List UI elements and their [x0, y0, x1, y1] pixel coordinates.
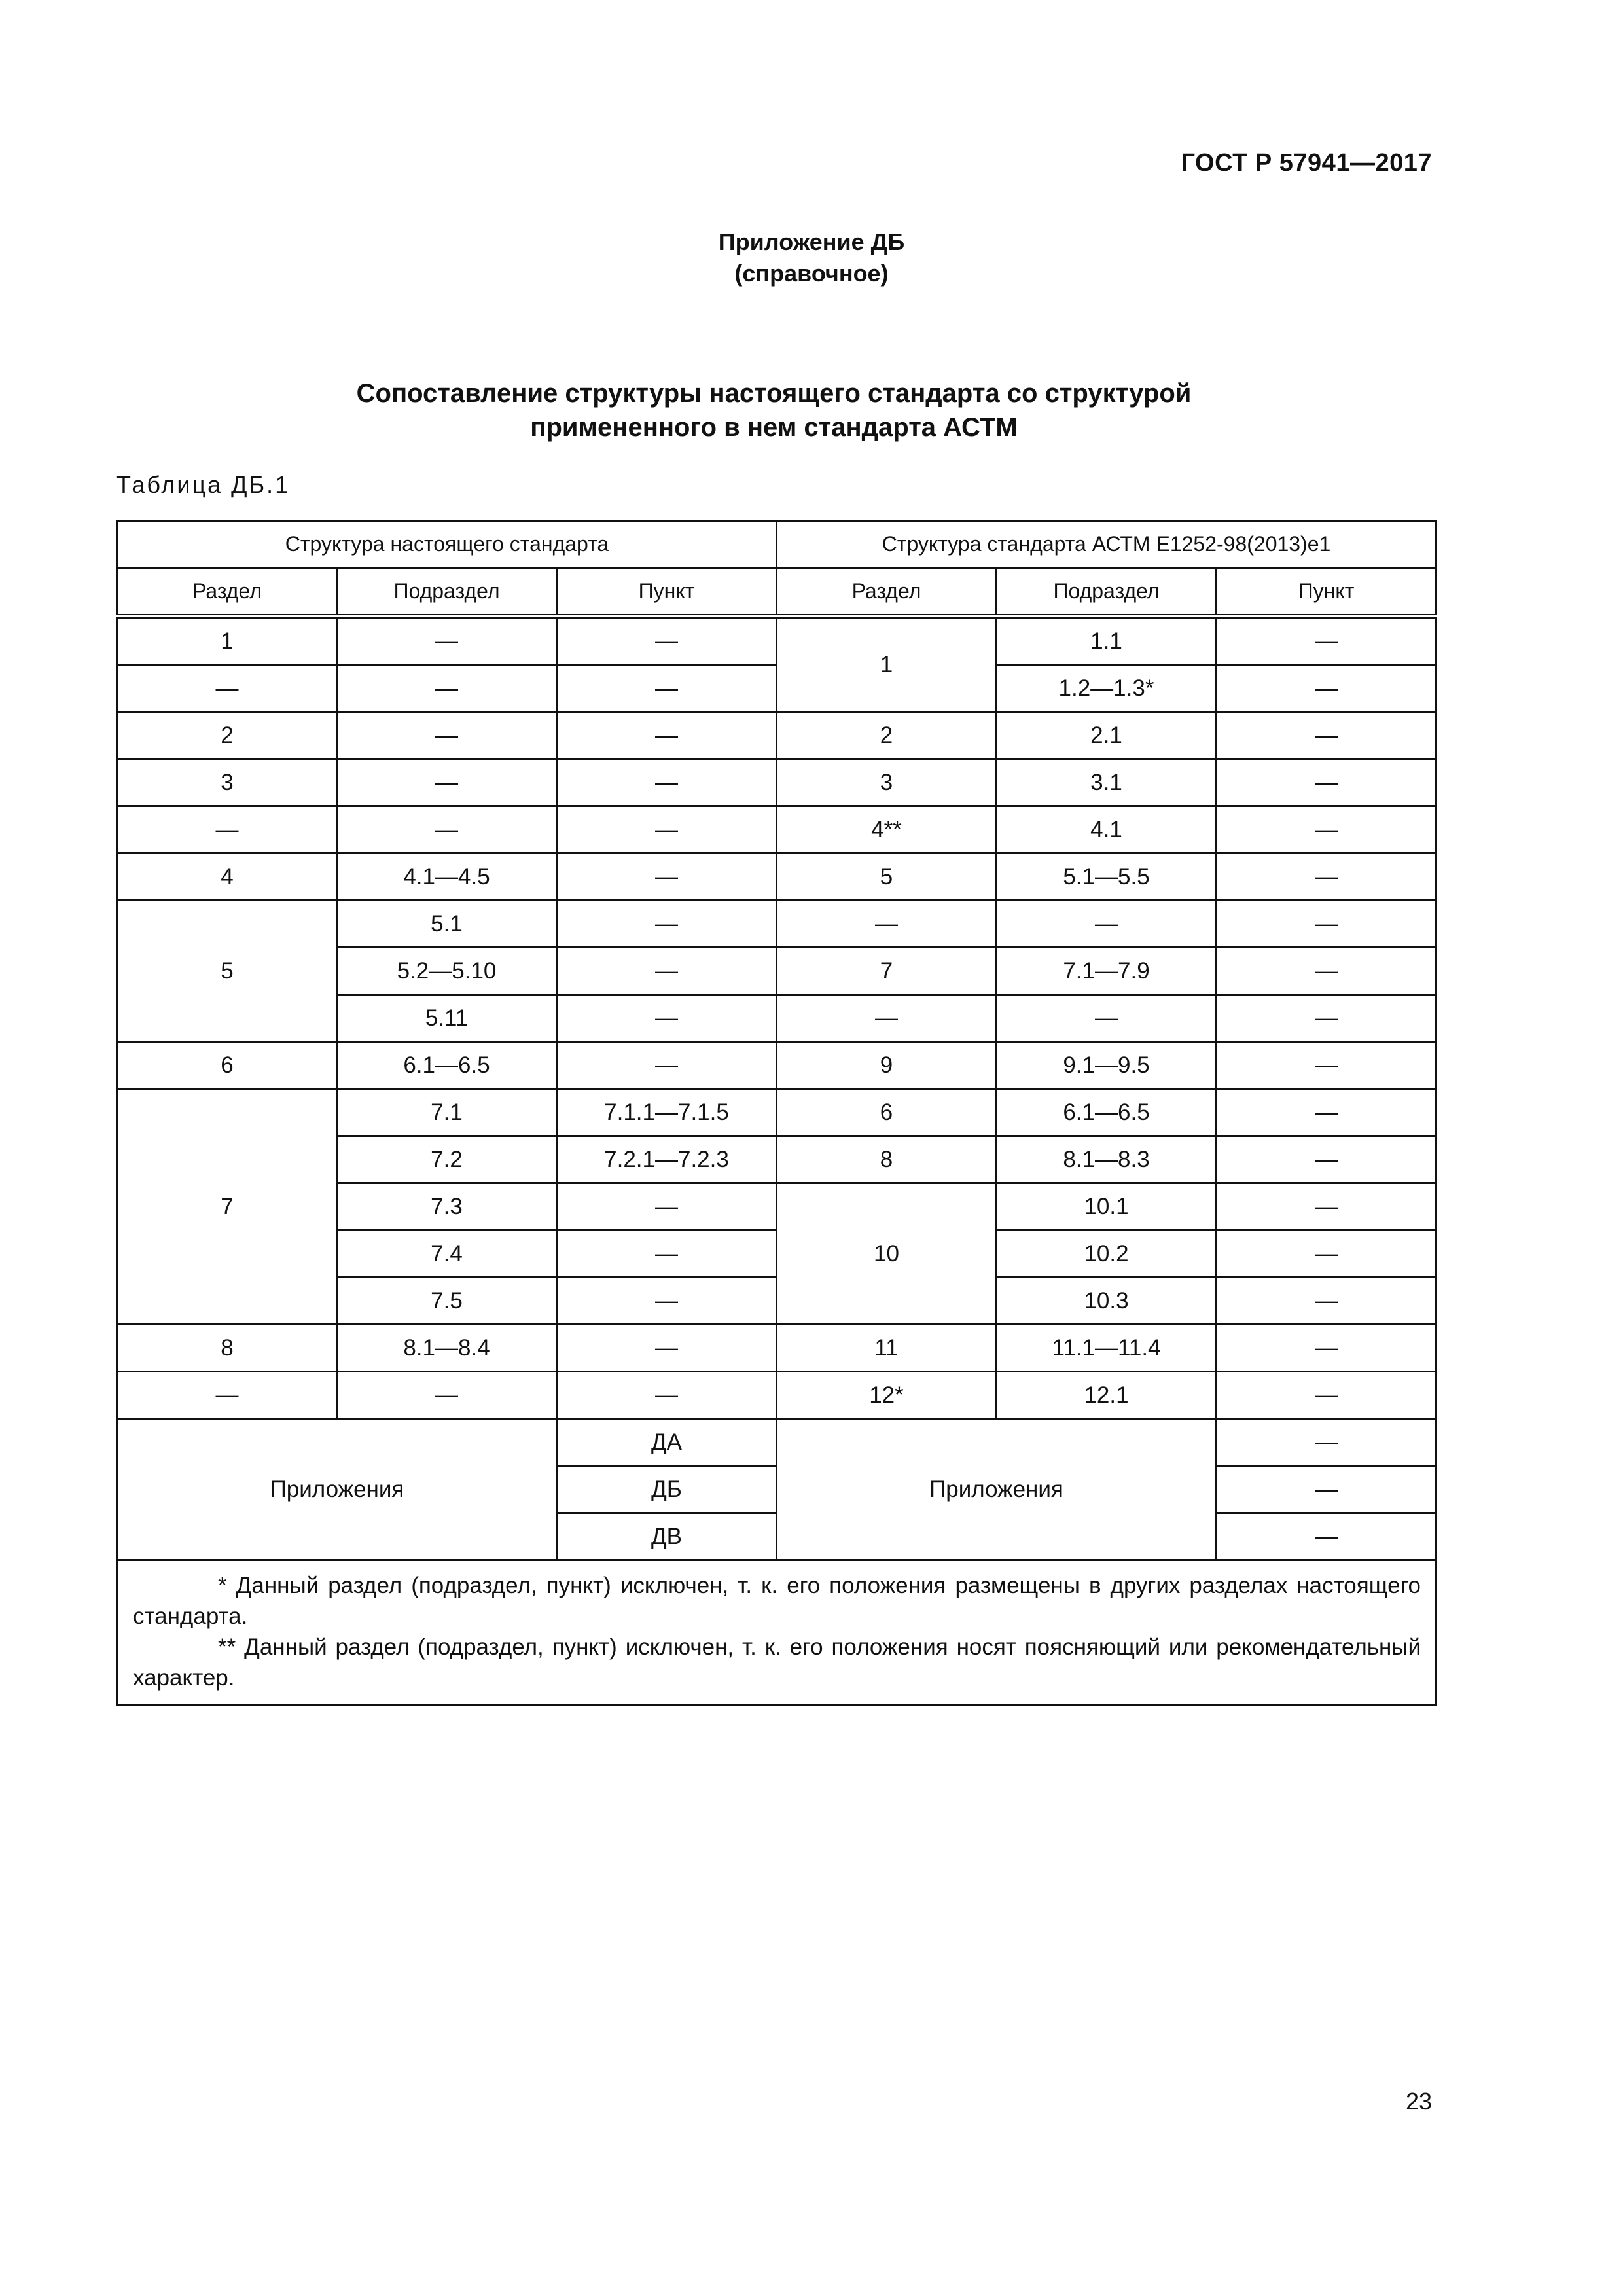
column-header: Подраздел: [337, 568, 557, 617]
table-cell: —: [118, 1372, 337, 1419]
table-cell: 7.5: [337, 1278, 557, 1325]
group-header-left: Структура настоящего стандарта: [118, 521, 777, 568]
column-header: Раздел: [777, 568, 997, 617]
table-cell: —: [1217, 853, 1436, 901]
table-cell: 7.4: [337, 1230, 557, 1278]
table-cell: —: [557, 806, 777, 853]
table-cell: 1: [777, 617, 997, 712]
appendices-right-label: Приложения: [777, 1419, 1217, 1560]
table-cell: —: [1217, 1042, 1436, 1089]
table-cell: —: [557, 617, 777, 665]
appendix-title: Приложение ДБ: [718, 228, 905, 255]
table-cell: 4.1—4.5: [337, 853, 557, 901]
table-row: [118, 759, 1436, 806]
table-cell: —: [118, 665, 337, 712]
table-cell: —: [1217, 1372, 1436, 1419]
table-cell: —: [777, 995, 997, 1042]
table-label: Таблица ДБ.1: [116, 471, 291, 498]
table-cell: —: [777, 901, 997, 948]
table-notes: [118, 1560, 1436, 1705]
table-cell: 7.2: [337, 1136, 557, 1183]
table-cell: —: [1217, 995, 1436, 1042]
table-cell: 9.1—9.5: [997, 1042, 1217, 1089]
appendix-value: —: [1217, 1466, 1436, 1513]
table-cell: —: [1217, 806, 1436, 853]
table-cell: 3: [118, 759, 337, 806]
table-cell: 2: [777, 712, 997, 759]
table-cell: —: [557, 901, 777, 948]
table-cell: —: [337, 712, 557, 759]
table-row: [118, 1325, 1436, 1372]
appendix-value: —: [1217, 1513, 1436, 1560]
table-cell: 5.1: [337, 901, 557, 948]
table-cell: 7.2.1—7.2.3: [557, 1136, 777, 1183]
table-row: [118, 617, 1436, 665]
table-cell: 2.1: [997, 712, 1217, 759]
table-cell: 8: [118, 1325, 337, 1372]
table-cell: —: [557, 665, 777, 712]
column-header-row: [118, 568, 1436, 617]
table-cell: 7.1.1—7.1.5: [557, 1089, 777, 1136]
table-cell: 7: [118, 1089, 337, 1325]
table-cell: 9: [777, 1042, 997, 1089]
table-cell: 3.1: [997, 759, 1217, 806]
table-row: [118, 1042, 1436, 1089]
column-header: Раздел: [118, 568, 337, 617]
table-cell: 3: [777, 759, 997, 806]
table-cell: 1.1: [997, 617, 1217, 665]
appendix-item: ДА: [557, 1419, 777, 1466]
table-cell: 5.11: [337, 995, 557, 1042]
column-header: Пункт: [557, 568, 777, 617]
table-cell: —: [557, 1372, 777, 1419]
table-cell: 5.1—5.5: [997, 853, 1217, 901]
appendix-row: [118, 1419, 1436, 1466]
table-cell: —: [557, 1183, 777, 1230]
table-cell: —: [1217, 1230, 1436, 1278]
table-row: [118, 712, 1436, 759]
table-cell: 11: [777, 1325, 997, 1372]
table-cell: 7: [777, 948, 997, 995]
table-cell: —: [1217, 1278, 1436, 1325]
table-cell: 8: [777, 1136, 997, 1183]
table-cell: —: [337, 806, 557, 853]
table-cell: —: [337, 759, 557, 806]
table-cell: 6.1—6.5: [997, 1089, 1217, 1136]
table-cell: —: [1217, 665, 1436, 712]
footnote: * Данный раздел (подраздел, пункт) исключен, т. к. его положения размещены в других разделах настоящего стандарта.: [133, 1573, 1421, 1629]
table-cell: —: [1217, 948, 1436, 995]
table-cell: —: [1217, 712, 1436, 759]
heading-line-1: Сопоставление структуры настоящего стандарта со структурой: [356, 379, 1192, 408]
column-header: Подраздел: [997, 568, 1217, 617]
table-cell: 2: [118, 712, 337, 759]
table-cell: 8.1—8.4: [337, 1325, 557, 1372]
table-row: [118, 853, 1436, 901]
table-cell: 5.2—5.10: [337, 948, 557, 995]
table-cell: —: [1217, 901, 1436, 948]
table-cell: —: [337, 1372, 557, 1419]
table-cell: —: [1217, 1183, 1436, 1230]
table-cell: 4: [118, 853, 337, 901]
appendix-subtitle: (справочное): [734, 260, 889, 287]
notes-row: [118, 1560, 1436, 1705]
table-cell: 5: [118, 901, 337, 1042]
table-row: [118, 806, 1436, 853]
table-cell: —: [557, 759, 777, 806]
standard-code: ГОСТ Р 57941—2017: [1181, 149, 1432, 177]
table-cell: —: [1217, 617, 1436, 665]
table-cell: 10: [777, 1183, 997, 1325]
table-cell: —: [557, 853, 777, 901]
comparison-table: [116, 520, 1437, 1706]
table-cell: 10.2: [997, 1230, 1217, 1278]
table-cell: 7.1—7.9: [997, 948, 1217, 995]
table-cell: 8.1—8.3: [997, 1136, 1217, 1183]
table-cell: —: [337, 665, 557, 712]
table-cell: 12.1: [997, 1372, 1217, 1419]
heading-line-2: примененного в нем стандарта АСТМ: [530, 413, 1018, 442]
table-cell: 4**: [777, 806, 997, 853]
table-cell: 1.2—1.3*: [997, 665, 1217, 712]
group-header-right: Структура стандарта АСТМ Е1252-98(2013)е1: [777, 521, 1436, 568]
appendix-header: [0, 226, 1623, 289]
table-cell: —: [557, 948, 777, 995]
appendix-item: ДВ: [557, 1513, 777, 1560]
table-cell: 12*: [777, 1372, 997, 1419]
column-header: Пункт: [1217, 568, 1436, 617]
table-cell: —: [557, 1278, 777, 1325]
table-cell: —: [557, 712, 777, 759]
table-cell: 11.1—11.4: [997, 1325, 1217, 1372]
table-cell: —: [118, 806, 337, 853]
table-cell: 7.3: [337, 1183, 557, 1230]
table-cell: 6: [118, 1042, 337, 1089]
table-cell: 6: [777, 1089, 997, 1136]
table-cell: 1: [118, 617, 337, 665]
table-row: [118, 1372, 1436, 1419]
table-cell: 5: [777, 853, 997, 901]
table-cell: 10.3: [997, 1278, 1217, 1325]
table-cell: —: [557, 1230, 777, 1278]
table-cell: —: [557, 1325, 777, 1372]
table-cell: —: [1217, 1325, 1436, 1372]
table-cell: 4.1: [997, 806, 1217, 853]
table-cell: 6.1—6.5: [337, 1042, 557, 1089]
group-header-row: [118, 521, 1436, 568]
table-cell: —: [337, 617, 557, 665]
table-cell: —: [997, 995, 1217, 1042]
appendices-left-label: Приложения: [118, 1419, 557, 1560]
table-cell: —: [557, 1042, 777, 1089]
table-cell: —: [557, 995, 777, 1042]
table-cell: 10.1: [997, 1183, 1217, 1230]
table-cell: —: [997, 901, 1217, 948]
appendix-item: ДБ: [557, 1466, 777, 1513]
table-cell: —: [1217, 1089, 1436, 1136]
table-row: [118, 901, 1436, 948]
table-cell: 7.1: [337, 1089, 557, 1136]
section-heading: [0, 376, 1548, 444]
table-row: [118, 1089, 1436, 1136]
page-number: 23: [1405, 2088, 1432, 2115]
appendix-value: —: [1217, 1419, 1436, 1466]
footnote: ** Данный раздел (подраздел, пункт) исключен, т. к. его положения носят поясняющий или рекомендательный характер.: [133, 1634, 1421, 1691]
table-cell: —: [1217, 1136, 1436, 1183]
table-cell: —: [1217, 759, 1436, 806]
